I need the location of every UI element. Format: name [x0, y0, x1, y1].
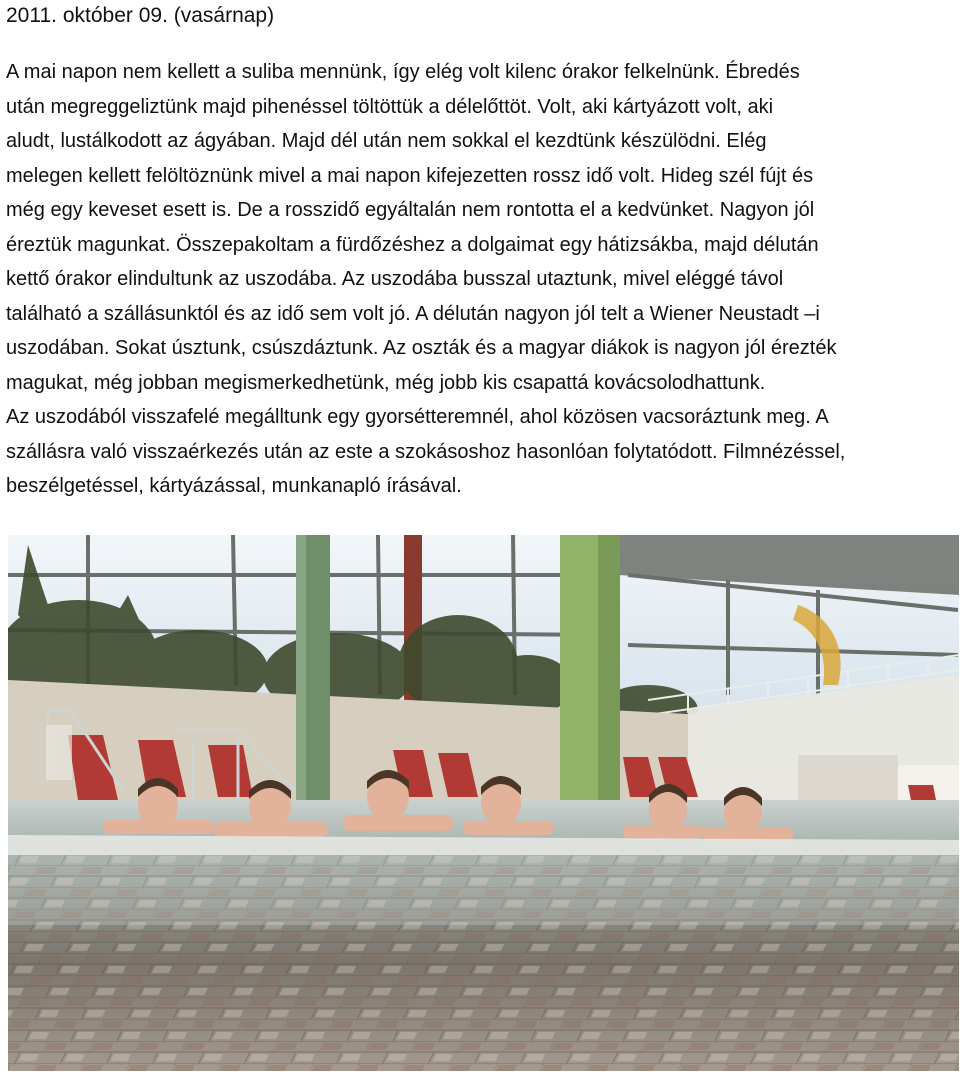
body-line: kettő órakor elindultunk az uszodába. Az uszodába busszal utaztunk, mivel eléggé távol: [6, 268, 784, 290]
entry-body: [6, 55, 956, 504]
body-line: még egy keveset esett is. De a rosszidő egyáltalán nem rontotta el a kedvünket. Nagyon jól: [6, 199, 815, 221]
entry-date: 2011. október 09. (vasárnap): [6, 4, 275, 27]
body-line: magukat, még jobban megismerkedhetünk, még jobb kis csapattá kovácsolodhattunk.: [6, 371, 766, 394]
body-line: szállásra való visszaérkezés után az este a szokásoshoz hasonlóan folytatódott. Filmnézéssel,: [6, 440, 846, 463]
body-line: melegen kellett felöltöznünk mivel a mai napon kifejezetten rossz idő volt. Hideg szél fújt és: [6, 164, 814, 187]
body-line: A mai napon nem kellett a suliba mennünk, így elég volt kilenc órakor felkelnünk. Ébredés: [6, 61, 800, 83]
body-line: található a szállásunktól és az idő sem volt jó. A délután nagyon jól telt a Wiener Neustadt –i: [6, 302, 820, 325]
body-line: éreztük magunkat. Összepakoltam a fürdőzéshez a dolgaimat egy hátizsákba, majd délután: [6, 233, 819, 256]
body-line: aludt, lustálkodott az ágyában. Majd dél után nem sokkal el kezdtünk készülödni. Elég: [6, 130, 767, 152]
body-line: uszodában. Sokat úsztunk, csúszdáztunk. Az oszták és a magyar diákok is nagyon jól érezték: [6, 337, 837, 359]
body-line: beszélgetéssel, kártyázással, munkanapló írásával.: [6, 475, 462, 497]
swimming-pool-photo: [8, 535, 959, 1071]
body-line: után megreggeliztünk majd pihenéssel töltöttük a délelőttöt. Volt, aki kártyázott volt, aki: [6, 95, 774, 118]
body-line: Az uszodából visszafelé megálltunk egy gyorsétteremnél, ahol közösen vacsoráztunk meg. A: [6, 406, 829, 428]
